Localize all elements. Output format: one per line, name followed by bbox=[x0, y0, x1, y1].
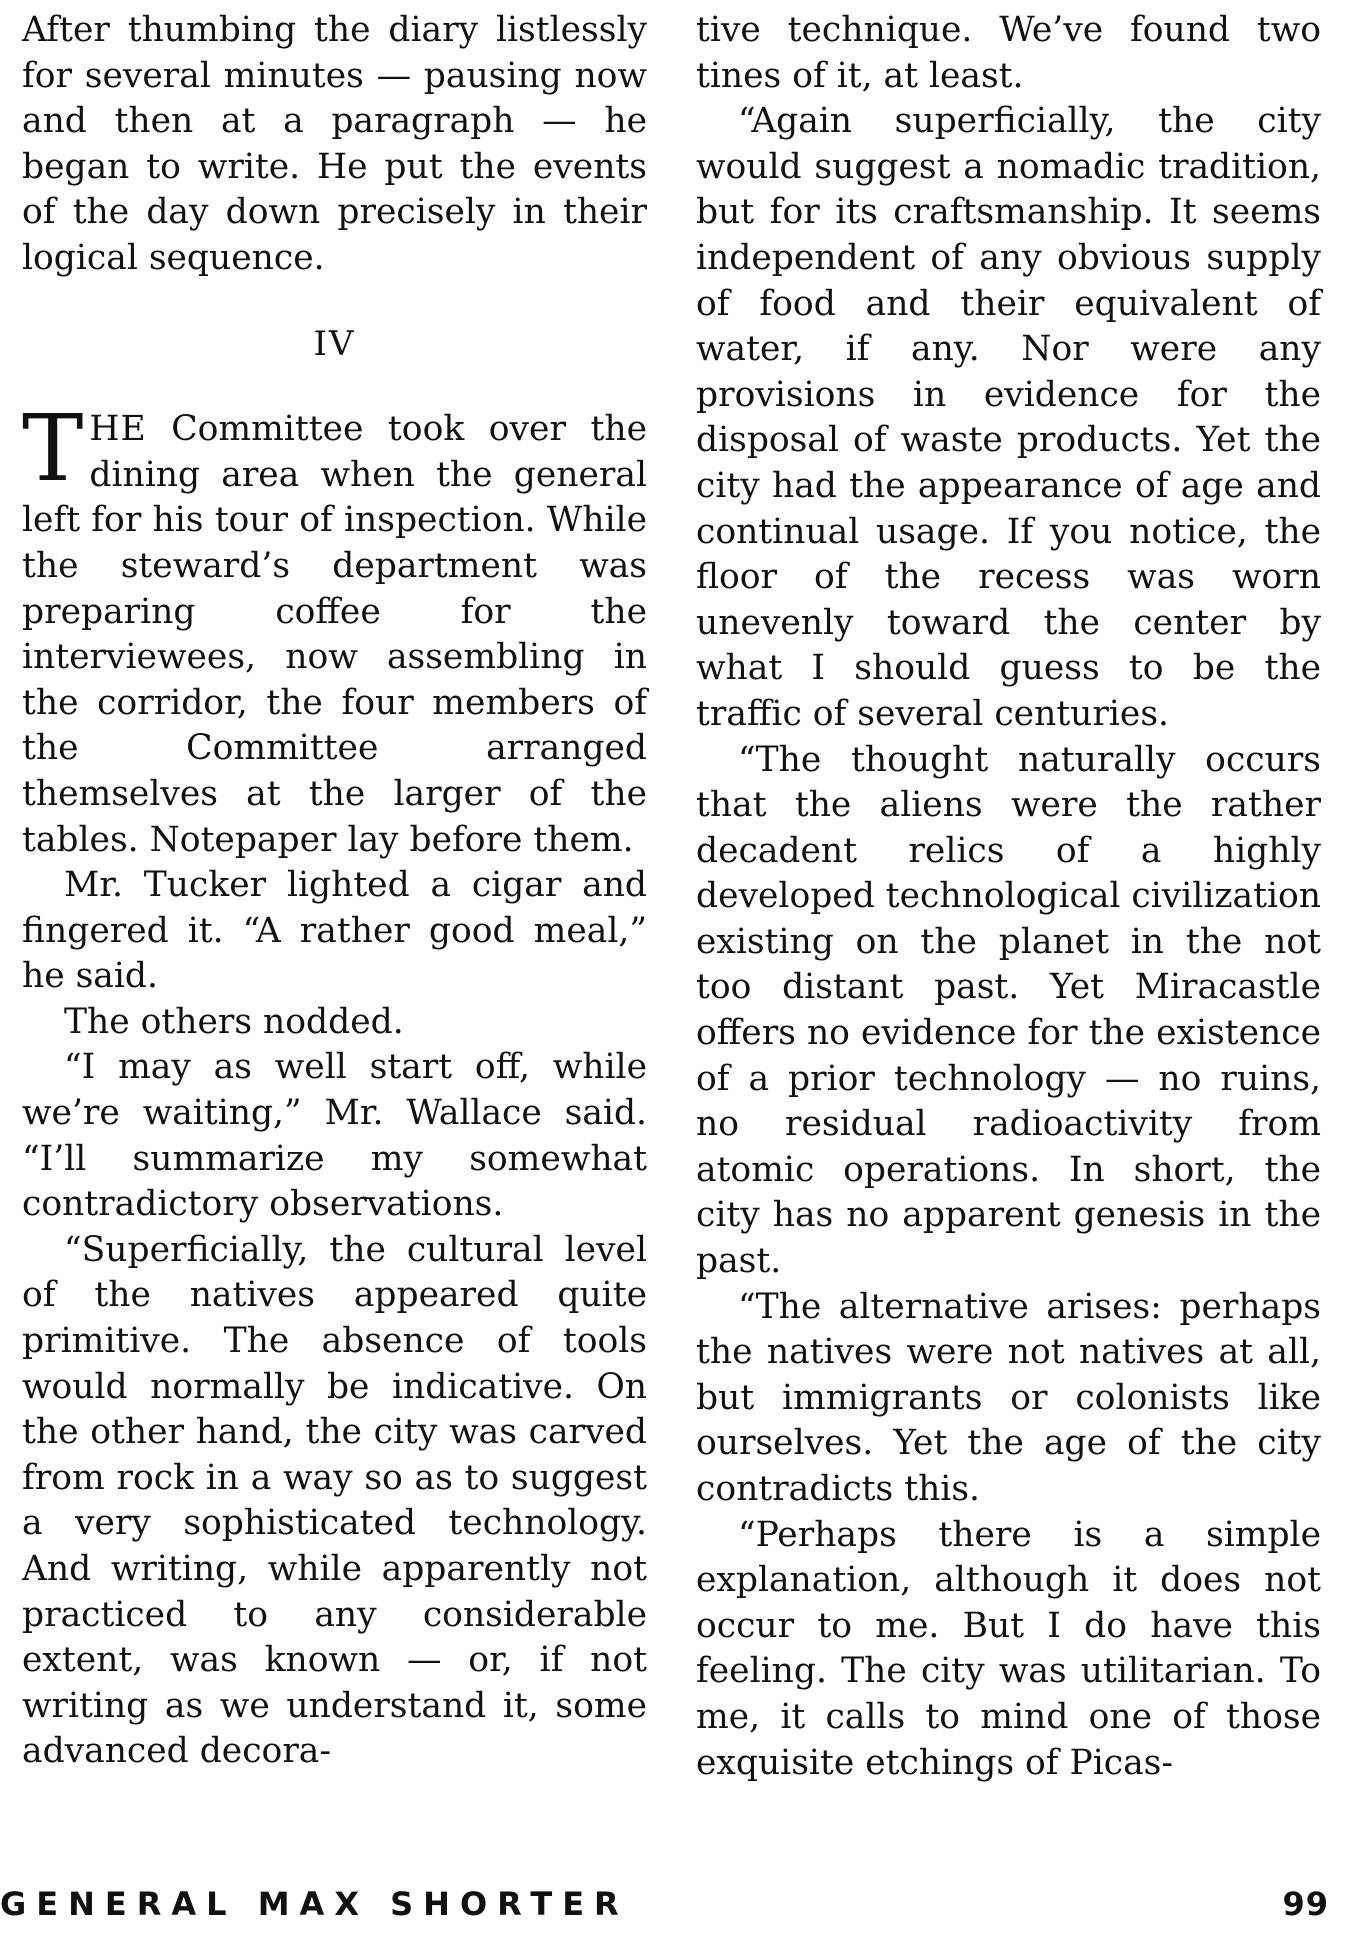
paragraph: The others nodded. bbox=[64, 1001, 404, 1042]
section-heading: IV bbox=[313, 323, 356, 364]
right-text-column bbox=[696, 8, 1321, 1786]
paragraph: “The thought naturally occurs that the aliens were the rather decadent relics of a highly developed technological civilization existing on the planet in the not too distant past. Yet Miracastle offers no evidence for the existence of a prior technology — no ruins, no residual radioactivity from atomic operations. In short, the city has no apparent genesis in the past. bbox=[696, 739, 1321, 1282]
paragraph: “Superficially, the cultural level of the natives appeared quite primitive. The absence of tools would normally be indicative. On the other hand, the city was carved from rock in a way so as to suggest a very sophisticated technology. And writing, while apparently not practiced to any considerable extent, was known — or, if not writing as we understand it, some advanced decora- bbox=[22, 1229, 647, 1772]
page-number: 99 bbox=[1282, 1885, 1329, 1923]
paragraph: “Again superficially, the city would suggest a nomadic tradition, but for its craftsmanship. It seems independent of any obvious supply of food and their equivalent of water, if any. Nor were any provisions in evidence for the disposal of waste products. Yet the city had the appearance of age and continual usage. If you notice, the floor of the recess was worn unevenly toward the center by what I should guess to be the traffic of several centuries. bbox=[696, 101, 1321, 734]
paragraph-with-drop-cap bbox=[22, 395, 647, 863]
paragraph: “The alternative arises: perhaps the natives were not natives at all, but immigrants or colonists like ourselves. Yet the age of the city contradicts this. bbox=[696, 1286, 1321, 1509]
small-caps-lead: HE bbox=[89, 409, 147, 450]
paragraph: Mr. Tucker lighted a cigar and fingered it. “A rather good meal,” he said. bbox=[22, 865, 647, 997]
running-footer-title: GENERAL MAX SHORTER bbox=[0, 1885, 629, 1923]
paragraph-text: Committee took over the dining area when the general left for his tour of inspection. While the steward’s department was preparing coffee for the interviewees, now assembling in the corridor, the four members of the Committee arranged themselves at the larger of the tables. Notepaper lay before them. bbox=[22, 409, 647, 860]
left-text-column bbox=[22, 8, 647, 1775]
paragraph: tive technique. We’ve found two tines of it, at least. bbox=[696, 10, 1321, 96]
paragraph: “Perhaps there is a simple explanation, although it does not occur to me. But I do have this feeling. The city was utilitarian. To me, it calls to mind one of those exquisite etchings of Picas- bbox=[696, 1514, 1321, 1783]
paragraph: “I may as well start off, while we’re waiting,” Mr. Wallace said. “I’ll summarize my somewhat contradictory observations. bbox=[22, 1047, 647, 1225]
paragraph: After thumbing the diary listlessly for several minutes — pausing now and then at a paragraph — he began to write. He put the events of the day down precisely in their logical sequence. bbox=[22, 10, 647, 278]
drop-cap-letter: T bbox=[22, 395, 84, 503]
